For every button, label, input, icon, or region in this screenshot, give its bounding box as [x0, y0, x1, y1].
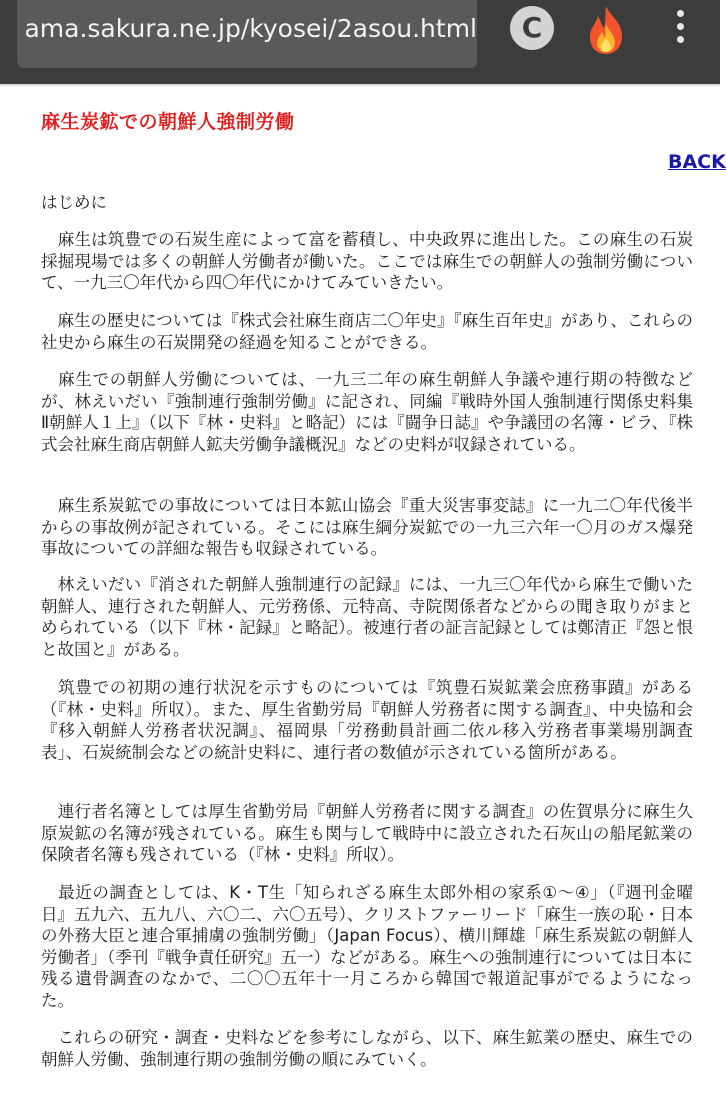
paragraph-4: 麻生系炭鉱での事故については日本鉱山協会『重大災害事変誌』に一九二〇年代後半からの事故例が記されている。そこには麻生綱分炭鉱での一九三六年一〇月のガス爆発事故についての詳細な報告も収録されている。: [41, 496, 693, 558]
paragraph-6: 筑豊での初期の連行状況を示すものについては『筑豊石炭鉱業会庶務事蹟』がある（『林・史料』所収）。また、厚生省勤労局『朝鮮人労務者に関する調査』、中央協和会『移入朝鮮人労務者状況調』、福岡県「労務動員計画二依ル移入労務者事業場別調査表」、石炭統制会などの統計史料に、連行者の数値が示されている箇所がある。: [41, 678, 693, 762]
paragraph-9: これらの研究・調査・史料などを参考にしながら、以下、麻生鉱業の歴史、麻生での朝鮮人労働、強制連行期の強制労働の順にみていく。: [41, 1028, 693, 1069]
back-link[interactable]: BACK: [668, 151, 726, 173]
paragraph-3: 麻生での朝鮮人労働については、一九三二年の麻生朝鮮人争議や連行期の特徴などが、林えいだい『強制連行強制労働』に記され、同編『戦時外国人強制連行関係史料集Ⅱ朝鮮人１上』（以下『林・史料』と略記）には『闘争日誌』や争議団の名簿・ビラ、『株式会社麻生商店朝鮮人鉱夫労働争議概況』などの史料が収録されている。: [41, 370, 693, 454]
browser-toolbar: [0, 0, 720, 84]
page-content: [0, 87, 726, 1107]
paragraph-8: 最近の調査としては、K・T生「知られざる麻生太郎外相の家系①～④」（『週刊金曜日』五九六、五九八、六〇二、六〇五号）、クリストファーリード「麻生一族の恥・日本の外務大臣と連合軍捕虜の強制労働」（Japan Focus）、横川輝雄「麻生系炭鉱の朝鮮人労働者」（季刊『戦争責任研究』五一）などがある。麻生への強制連行については日本に残る遺骨調査のなかで、二〇〇五年十一月ころから韓国で報道記事がでるようになった。: [41, 883, 693, 1010]
extension-c-icon[interactable]: C: [510, 6, 554, 50]
page-title: 麻生炭鉱での朝鮮人強制労働: [41, 111, 295, 133]
address-bar[interactable]: [17, 0, 477, 68]
paragraph-2: 麻生の歴史については『株式会社麻生商店二〇年史』『麻生百年史』があり、これらの社史から麻生の石炭開発の経過を知ることができる。: [41, 311, 693, 352]
url-text: ama.sakura.ne.jp/kyosei/2asou.html: [24, 14, 477, 43]
paragraph-1: 麻生は筑豊での石炭生産によって富を蓄積し、中央政界に進出した。この麻生の石炭採掘現場では多くの朝鮮人労働者が働いた。ここでは麻生での朝鮮人の強制労働について、一九三〇年代から四〇年代にかけてみていきたい。: [41, 230, 694, 292]
paragraph-5: 林えいだい『消された朝鮮人強制連行の記録』には、一九三〇年代から麻生で働いた朝鮮人、連行された朝鮮人、元労務係、元特高、寺院関係者などからの聞き取りがまとめられている（以下『林・記録』と略記）。被連行者の証言記録としては鄭清正『怨と恨と故国と』がある。: [41, 575, 694, 659]
fire-icon[interactable]: [584, 4, 628, 56]
paragraph-7: 連行者名簿としては厚生省勤労局『朝鮮人労務者に関する調査』の佐賀県分に麻生久原炭鉱の名簿が残されている。麻生も関与して戦時中に設立された石灰山の船尾鉱業の保険者名簿も残されている（『林・史料』所収）。: [41, 802, 694, 864]
overflow-menu-icon[interactable]: [668, 10, 692, 50]
intro-heading: はじめに: [41, 193, 107, 212]
